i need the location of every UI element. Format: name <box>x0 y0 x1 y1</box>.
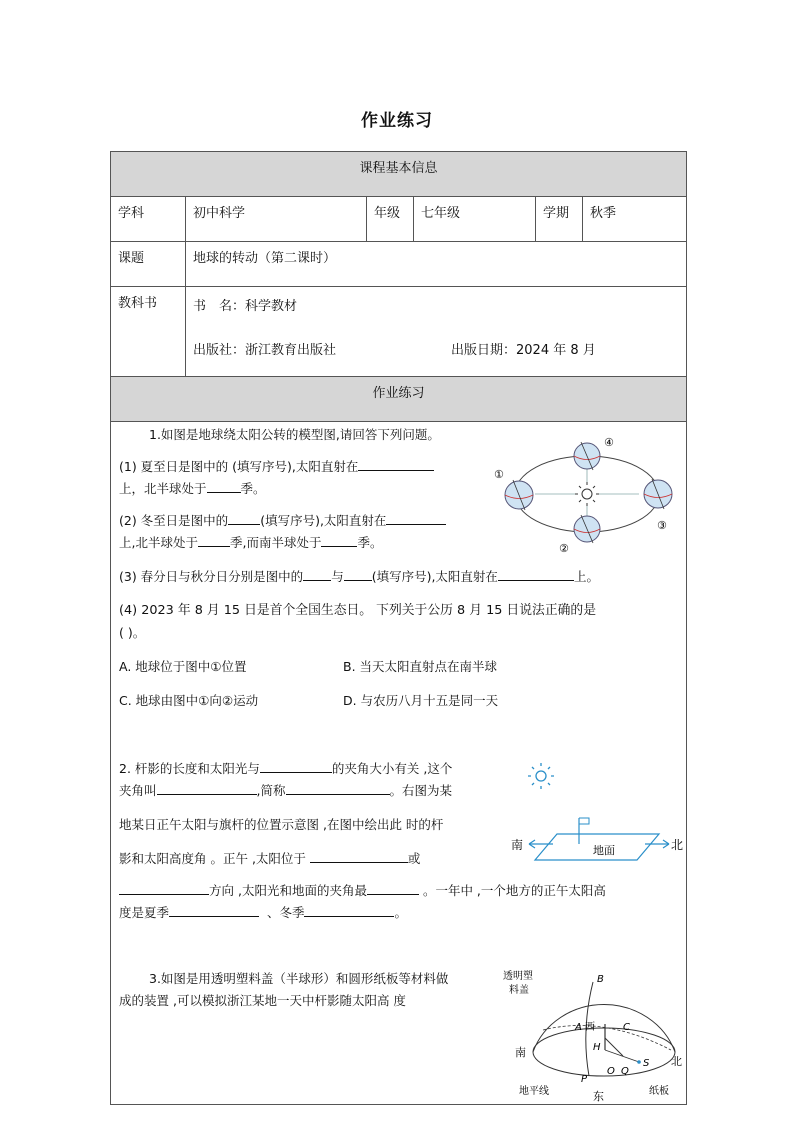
q1-p2b: (填写序号),太阳直射在 <box>260 513 387 528</box>
q3-fig-west: 西 <box>585 1022 595 1033</box>
q1-p2-blank3[interactable] <box>198 534 230 547</box>
q3-fig-board: 纸板 <box>649 1086 669 1097</box>
q3-fig-p: P <box>581 1074 588 1085</box>
hemisphere-diagram <box>503 970 685 1102</box>
q1-p3-blank3[interactable] <box>498 568 574 581</box>
topic-value: 地球的转动（第二课时） <box>193 251 337 266</box>
meridian-arc <box>543 1026 671 1051</box>
term-label: 学期 <box>536 197 583 241</box>
q1-p3d: 上。 <box>573 569 599 584</box>
q1-part2-line2 <box>119 534 382 552</box>
sun-icon <box>528 763 554 789</box>
q1-part4-line1: (4) 2023 年 8 月 15 日是首个全国生态日。 下列关于公历 8 月 15 日说法正确的是 <box>119 603 597 618</box>
q2-fig-south: 南 <box>511 838 524 852</box>
q3-fig-o: O <box>607 1066 615 1077</box>
q3-line1: 3.如图是用透明塑料盖（半球形）和圆形纸板等材料做 <box>149 971 449 986</box>
q3-fig-cover2: 料盖 <box>509 985 529 996</box>
topic-label: 课题 <box>111 242 186 286</box>
q2-line3: 地某日正午太阳与旗杆的位置示意图 ,在图中绘出此 时的杆 <box>119 817 444 832</box>
earth-position-4 <box>574 442 600 470</box>
worksheet-table <box>110 151 687 1105</box>
page-title: 作业练习 <box>361 111 433 131</box>
q2-line4 <box>119 850 420 868</box>
q1-p3a: (3) 春分日与秋分日分别是图中的 <box>119 569 304 584</box>
q3-fig-south: 南 <box>515 1046 526 1059</box>
q2-blank6[interactable] <box>367 882 419 895</box>
q3-line2: 成的装置 ,可以模拟浙江某地一天中杆影随太阳高 度 <box>119 993 406 1008</box>
textbook-label: 教科书 <box>111 287 186 376</box>
q3-fig-q: Q <box>621 1066 629 1077</box>
q3-fig-a: A <box>575 1022 582 1033</box>
q1-part3 <box>119 568 599 586</box>
q2-fig-ground: 地面 <box>593 844 615 857</box>
point-s <box>637 1060 641 1064</box>
q1-option-d[interactable]: D. 与农历八月十五是同一天 <box>343 693 499 708</box>
q3-fig-east: 东 <box>593 1090 604 1103</box>
q3-fig-c: C <box>623 1022 630 1033</box>
q2-blank8[interactable] <box>304 904 394 917</box>
q1-part1-line2 <box>119 480 266 498</box>
q2-l6a: 度是夏季 <box>119 905 170 920</box>
q1-p3-blank2[interactable] <box>344 568 372 581</box>
info-row-topic <box>111 242 686 287</box>
q1-p2a: (2) 冬至日是图中的 <box>119 513 229 528</box>
q2-l6b: 、冬季 <box>266 905 305 920</box>
q1-p1c: 季。 <box>240 481 266 496</box>
q3-fig-north: 北 <box>671 1055 682 1068</box>
earth-position-3 <box>644 479 672 509</box>
q1-p3b: 与 <box>331 569 344 584</box>
publisher: 出版社：浙江教育出版社 <box>193 343 337 358</box>
q1-option-a[interactable]: A. 地球位于图中①位置 <box>119 659 247 674</box>
orbit-diagram <box>491 432 681 556</box>
q1-p2-blank1[interactable] <box>228 512 260 525</box>
info-row-subject <box>111 197 686 242</box>
orbit-label-2: ② <box>559 542 569 555</box>
orbit-label-4: ④ <box>604 436 614 449</box>
q1-part1-line1 <box>119 458 434 476</box>
q2-l4b: 或 <box>407 851 421 866</box>
q2-line6 <box>119 904 407 922</box>
q2-l2a: 夹角叫 <box>119 783 157 798</box>
q2-line1 <box>119 760 452 778</box>
q2-l2c: 。右图为某 <box>389 783 453 798</box>
q2-blank3[interactable] <box>286 782 390 795</box>
q1-p3c: (填写序号),太阳直射在 <box>371 569 498 584</box>
q2-blank7[interactable] <box>169 904 259 917</box>
q2-line5 <box>119 882 606 900</box>
textbook-details <box>186 287 686 376</box>
shadow-line <box>605 1050 639 1062</box>
flagpole-diagram <box>509 762 684 872</box>
q1-p2c: 上,北半球处于 <box>119 535 198 550</box>
q1-p1-blank1[interactable] <box>358 458 434 471</box>
term-value: 秋季 <box>590 206 617 221</box>
q1-p1-blank2[interactable] <box>207 480 241 493</box>
section-header-exercises: 作业练习 <box>111 377 686 422</box>
q3-fig-horizon: 地平线 <box>519 1086 549 1097</box>
sun-icon <box>575 482 599 506</box>
q1-p1a: (1) 夏至日是图中的 (填写序号),太阳直射在 <box>119 459 359 474</box>
earth-position-2 <box>574 515 600 543</box>
orbit-label-3: ③ <box>657 519 667 532</box>
q2-blank4[interactable] <box>310 850 408 863</box>
horizon-ellipse <box>533 1028 675 1076</box>
q3-fig-cover1: 透明塑 <box>503 971 533 982</box>
q3-fig-h: H <box>593 1042 601 1053</box>
earth-position-1 <box>505 480 533 510</box>
section-header-course-info: 课程基本信息 <box>111 152 686 197</box>
q3-fig-s: S <box>643 1058 650 1069</box>
publication-date: 出版日期：2024 年 8 月 <box>451 343 596 358</box>
subject-value: 初中科学 <box>186 197 367 241</box>
q2-l5b: 。一年中 ,一个地方的正午太阳高 <box>422 883 606 898</box>
q1-stem: 1.如图是地球绕太阳公转的模型图,请回答下列问题。 <box>149 427 440 442</box>
q1-p2-blank4[interactable] <box>321 534 357 547</box>
q1-part4-line2: ( )。 <box>119 625 146 640</box>
grade-label: 年级 <box>367 197 414 241</box>
q1-p2d: 季,而南半球处于 <box>229 535 322 550</box>
exercise-area <box>111 422 686 1104</box>
q1-option-b[interactable]: B. 当天太阳直射点在南半球 <box>343 659 498 674</box>
q2-blank1[interactable] <box>260 760 332 773</box>
q2-l1a: 2. 杆影的长度和太阳光与 <box>119 761 260 776</box>
q1-p2e: 季。 <box>357 535 383 550</box>
orbit-label-1: ① <box>494 468 504 481</box>
grade-value: 七年级 <box>414 197 536 241</box>
q2-l2b: ,简称 <box>256 783 286 798</box>
subject-label: 学科 <box>111 197 186 241</box>
q2-line2 <box>119 782 452 800</box>
q1-p1b: 上，北半球处于 <box>119 481 207 496</box>
q2-blank5[interactable] <box>119 882 209 895</box>
book-name: 书 名：科学教材 <box>193 299 298 314</box>
q1-part2-line1 <box>119 512 446 530</box>
q1-option-c[interactable]: C. 地球由图中①向②运动 <box>119 693 259 708</box>
q2-blank2[interactable] <box>157 782 257 795</box>
q2-l4a: 影和太阳高度角 。正午 ,太阳位于 <box>119 851 306 866</box>
q3-fig-b: B <box>597 974 604 985</box>
q1-p2-blank2[interactable] <box>386 512 446 525</box>
q2-l1b: 的夹角大小有关 ,这个 <box>331 761 453 776</box>
info-row-textbook <box>111 287 686 377</box>
q2-fig-north: 北 <box>671 838 684 852</box>
q2-l5a: 方向 ,太阳光和地面的夹角最 <box>209 883 367 898</box>
q1-p3-blank1[interactable] <box>303 568 331 581</box>
q2-l6c: 。 <box>394 905 407 920</box>
flag <box>579 818 589 824</box>
